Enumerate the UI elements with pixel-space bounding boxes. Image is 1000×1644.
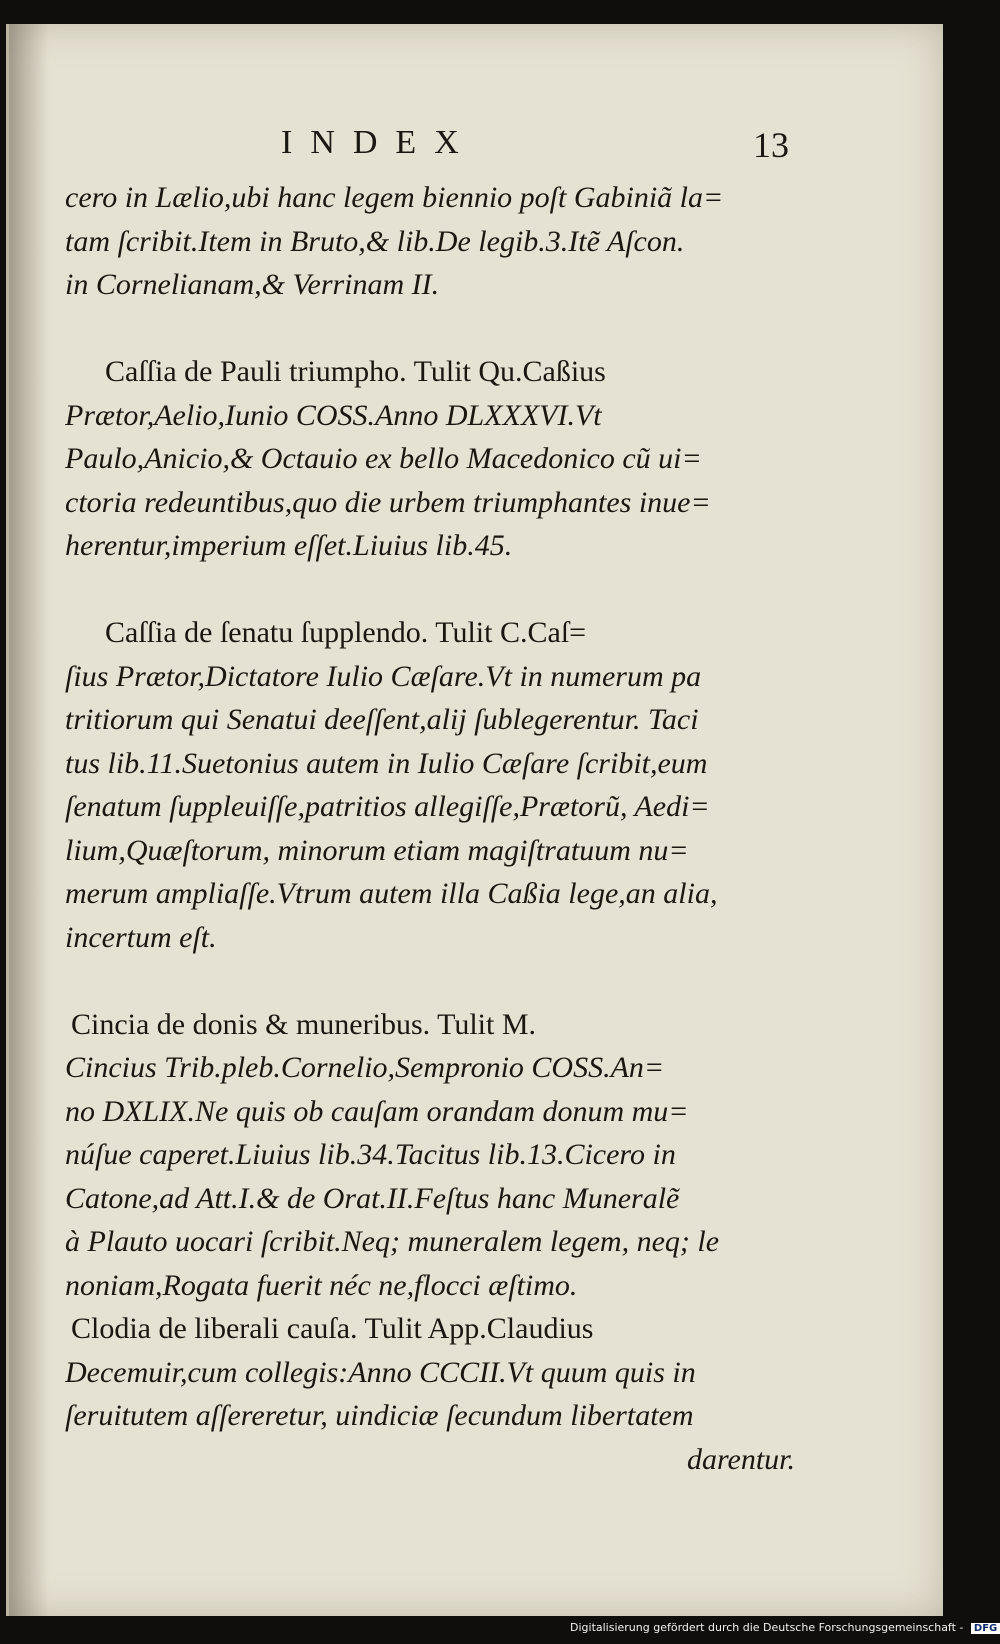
entry-heading-clodia: Clodia de liberali cauſa. Tulit App.Claudius [71, 1312, 594, 1345]
text-line: à Plauto uocari ſcribit.Neq; muneralem legem, neq; le [65, 1225, 720, 1258]
text-line: Paulo,Anicio,& Octauio ex bello Macedonico cũ ui= [65, 442, 702, 475]
paragraph-gap [65, 307, 795, 351]
entry-heading-cincia: Cincia de donis & muneribus. Tulit M. [71, 1007, 537, 1041]
paragraph-gap [65, 959, 795, 1003]
text-line: herentur,imperium eſſet.Liuius lib.45. [65, 529, 513, 562]
digitization-footer [570, 1621, 998, 1639]
entry-heading-cassia-triumpho: Caſſia de Pauli triumpho. Tulit Qu.Caßius [105, 355, 606, 388]
text-line: tam ſcribit.Item in Bruto,& lib.De legib.3.Itẽ Aſcon. [65, 224, 685, 258]
running-title: INDEX [281, 124, 477, 161]
gutter-shadow [9, 24, 49, 1616]
book-page [6, 24, 943, 1616]
text-line: noniam,Rogata fuerit néc ne,flocci æſtimo. [65, 1268, 578, 1302]
text-line: Decemuir,cum collegis:Anno CCCII.Vt quum quis in [65, 1355, 696, 1389]
paragraph-gap [65, 568, 795, 612]
text-block [65, 176, 795, 1481]
text-line: cero in Lælio,ubi hanc legem biennio poſt Gabiniã la= [65, 181, 724, 214]
text-line: in Cornelianam,& Verrinam II. [65, 268, 440, 301]
footer-text: Digitalisierung gefördert durch die Deutsche Forschungsgemeinschaft - [570, 1621, 964, 1634]
text-line: núſue caperet.Liuius lib.34.Tacitus lib.13.Cicero in [65, 1138, 676, 1171]
text-line: ſius Prætor,Dictatore Iulio Cæſare.Vt in numerum pa [65, 659, 702, 693]
text-line: Catone,ad Att.I.& de Orat.II.Feſtus hanc Muneralẽ [65, 1181, 680, 1215]
running-head [69, 124, 789, 168]
text-line: ctoria redeuntibus,quo die urbem triumphantes inue= [65, 485, 711, 519]
text-line: Cincius Trib.pleb.Cornelio,Sempronio COSS.An= [65, 1051, 665, 1084]
text-line: ſeruitutem aſſereretur, uindiciæ ſecundum libertatem [65, 1399, 694, 1432]
text-line: tritiorum qui Senatui deeſſent,alij ſublegerentur. Taci [65, 703, 699, 736]
text-line: merum ampliaſſe.Vtrum autem illa Caßia lege,an alia, [65, 877, 718, 910]
text-line: no DXLIX.Ne quis ob cauſam orandam donum mu= [65, 1094, 689, 1128]
text-line: lium,Quæſtorum, minorum etiam magiſtratuum nu= [65, 833, 689, 867]
text-line: incertum eſt. [65, 920, 217, 954]
dfg-logo: DFG [971, 1623, 1000, 1634]
page-number: 13 [753, 125, 789, 165]
catchword-line: darentur. [686, 1442, 795, 1476]
text-line: Prætor,Aelio,Iunio COSS.Anno DLXXXVI.Vt [65, 398, 602, 432]
text-line: tus lib.11.Suetonius autem in Iulio Cæſare ſcribit,eum [65, 746, 708, 780]
entry-heading-cassia-senatu: Caſſia de ſenatu ſupplendo. Tulit C.Caſ= [105, 616, 587, 649]
text-line: ſenatum ſuppleuiſſe,patritios allegiſſe,Prætorũ, Aedi= [65, 790, 710, 823]
